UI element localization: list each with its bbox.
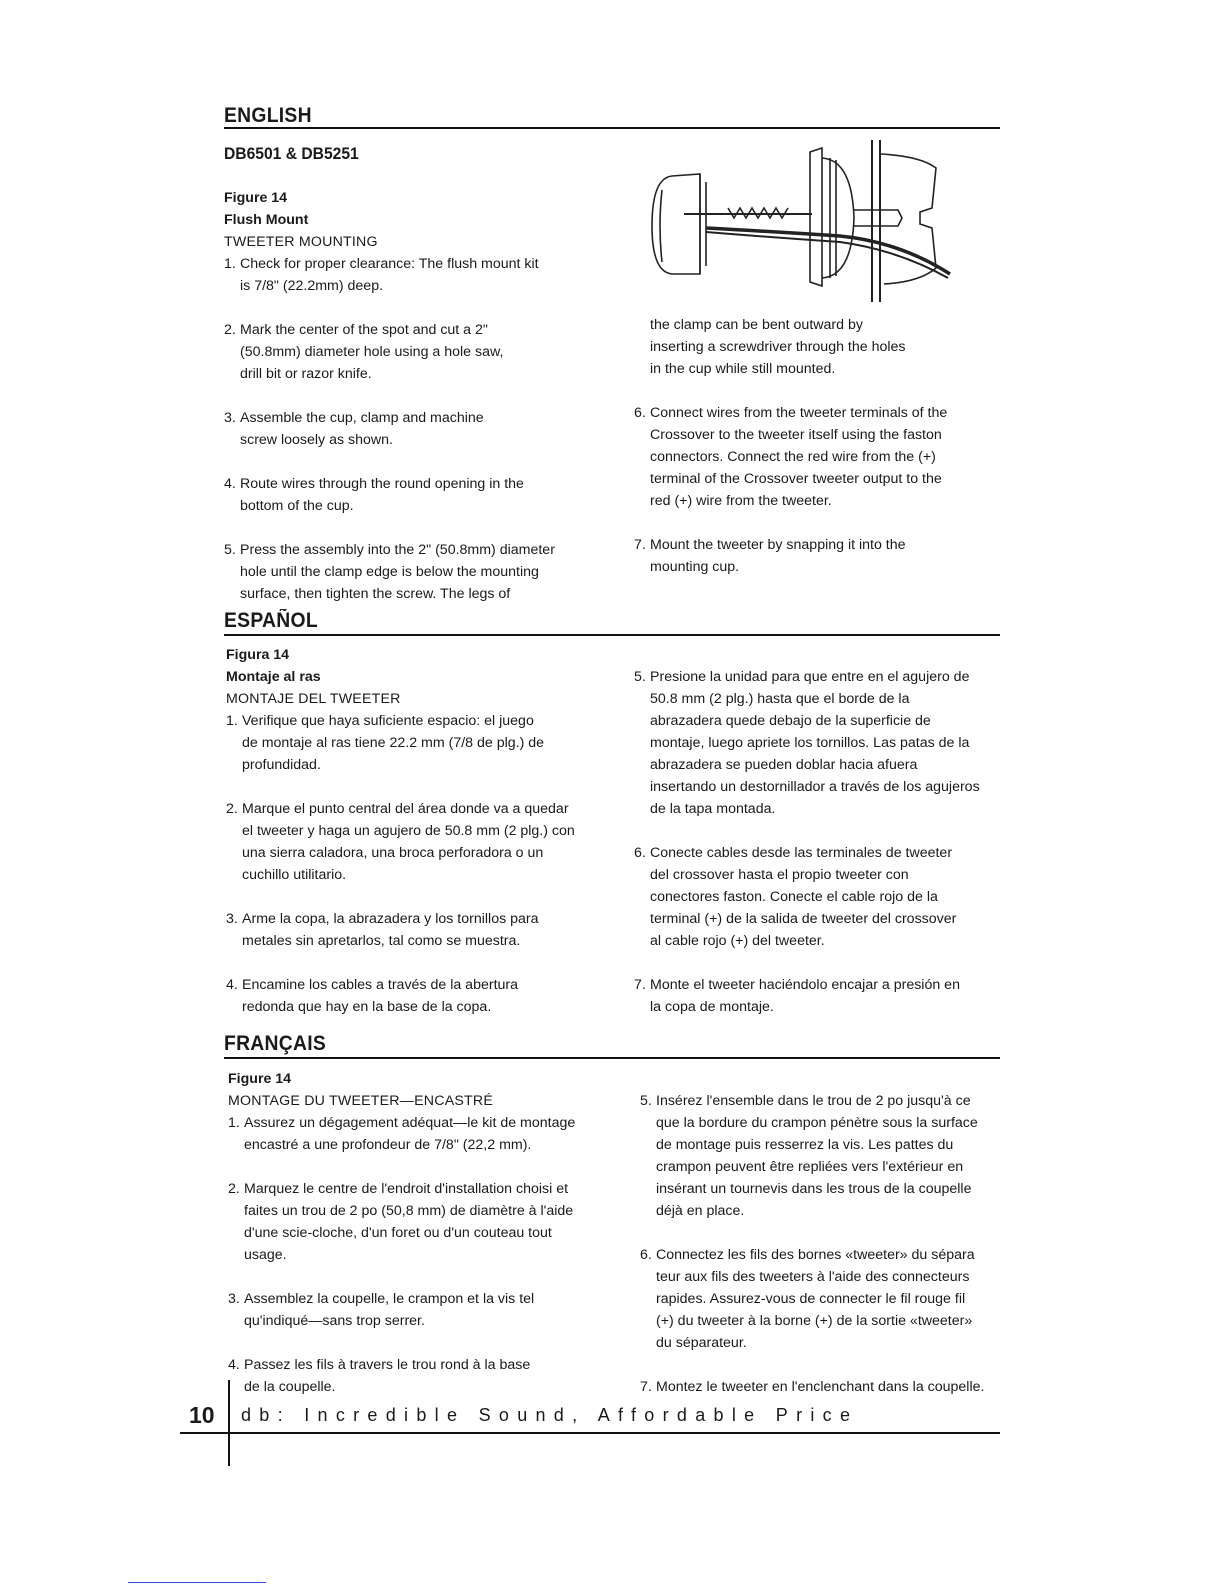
tweeter-dome-icon — [652, 174, 700, 274]
section-rule-francais — [224, 1057, 1000, 1059]
footer-vertical-rule — [228, 1380, 230, 1466]
list-item: 3. Assemble the cup, clamp and machine screw loosely as shown. — [224, 410, 484, 448]
list-item: 7. Monte el tweeter haciéndolo encajar a presión en la copa de montaje. — [634, 977, 960, 1015]
section-heading: TWEETER MOUNTING — [224, 234, 378, 250]
mount-label: Flush Mount — [224, 212, 309, 228]
section-heading: MONTAGE DU TWEETER—ENCASTRÉ — [228, 1093, 493, 1109]
section-heading: MONTAJE DEL TWEETER — [226, 691, 401, 707]
francais-right-column — [640, 1090, 985, 1398]
english-right-column — [634, 314, 980, 578]
list-item: 2. Mark the center of the spot and cut a 2" (50.8mm) diameter hole using a hole saw, drill bit or razor knife. — [224, 322, 504, 382]
list-item: 5. Presione la unidad para que entre en el agujero de 50.8 mm (2 plg.) hasta que el borde de la abrazadera quede debajo de la superficie de montaje, luego apriete los tornillos. Las patas de la abrazadera se pueden doblar hacia afuera insertando un destornillador a través de los agujeros de la tapa montada. — [634, 669, 980, 817]
list-item: 1. Verifique que haya suficiente espacio: el juego de montaje al ras tiene 22.2 mm (7/8 de plg.) de profundidad. — [226, 713, 545, 773]
francais-left-column — [228, 1068, 598, 1398]
list-item: 4. Encamine los cables a través de la abertura redonda que hay en la base de la copa. — [226, 977, 519, 1015]
mount-label: Montaje al ras — [226, 669, 321, 685]
list-item: 2. Marquez le centre de l'endroit d'installation choisi et faites un trou de 2 po (50,8 mm) de diamètre à l'aide d'une scie-cloche, d'un foret ou d'un couteau tout usage. — [228, 1181, 574, 1263]
section-title-english: ENGLISH — [224, 104, 312, 127]
section-title-espanol: ESPAÑOL — [224, 609, 318, 632]
english-left-column — [224, 187, 594, 605]
list-item: 2. Marque el punto central del área donde va a quedar el tweeter y haga un agujero de 50.8 mm (2 plg.) con una sierra caladora, una broca perforadora o un cuchillo utilitario. — [226, 801, 575, 883]
tweeter-mounting-diagram — [640, 138, 960, 306]
list-item: 6. Connectez les fils des bornes «tweeter» du sépara teur aux fils des tweeters à l'aide des connecteurs rapides. Assurez-vous de connecter le fil rouge fil (+) du tweeter à la borne (+) de la sortie «tweeter» du séparateur. — [640, 1247, 975, 1351]
page-number: 10 — [189, 1402, 215, 1428]
section-rule-espanol — [224, 634, 1000, 636]
footer-rule — [180, 1432, 1000, 1434]
figure-label: Figura 14 — [226, 647, 290, 663]
figure-label: Figure 14 — [228, 1071, 292, 1087]
continuation-text: the clamp can be bent outward by inserting a screwdriver through the holes in the cup while still mounted. — [650, 317, 906, 377]
list-item: 6. Connect wires from the tweeter terminals of the Crossover to the tweeter itself using the faston connectors. Connect the red wire from the (+) terminal of the Crossover tweeter output to the red (+) wire from the tweeter. — [634, 405, 948, 509]
list-item: 6. Conecte cables desde las terminales de tweeter del crossover hasta el propio tweeter con conectores faston. Conecte el cable rojo de la terminal (+) de la salida de tweeter del crossover al cable rojo (+) del tweeter. — [634, 845, 957, 949]
product-model: DB6501 & DB5251 — [224, 144, 359, 163]
footer-tagline: db: Incredible Sound, Affordable Price — [241, 1405, 859, 1425]
list-item: 1. Check for proper clearance: The flush mount kit is 7/8" (22.2mm) deep. — [224, 256, 539, 294]
list-item: 3. Arme la copa, la abrazadera y los tornillos para metales sin apretarlos, tal como se muestra. — [226, 911, 539, 949]
list-item: 7. Montez le tweeter en l'enclenchant dans la coupelle. — [640, 1379, 985, 1395]
list-item: 4. Route wires through the round opening in the bottom of the cup. — [224, 476, 524, 514]
list-item: 5. Press the assembly into the 2" (50.8mm) diameter hole until the clamp edge is below the mounting surface, then tighten the screw. The legs of — [224, 542, 555, 602]
section-title-francais: FRANÇAIS — [224, 1032, 327, 1055]
figure-label: Figure 14 — [224, 190, 288, 206]
list-item: 5. Insérez l'ensemble dans le trou de 2 po jusqu'à ce que la bordure du crampon pénètre sous la surface de montage puis resserrez la vis. Les pattes du crampon peuvent être repliées vers l'extérieur en insérant un tournevis dans les trous de la coupelle déjà en place. — [640, 1093, 978, 1219]
list-item: 3. Assemblez la coupelle, le crampon et la vis tel qu'indiqué—sans trop serrer. — [228, 1291, 535, 1329]
list-item: 7. Mount the tweeter by snapping it into the mounting cup. — [634, 537, 906, 575]
page-edge-mark — [128, 1582, 266, 1583]
section-rule-english — [224, 127, 1000, 129]
list-item: 1. Assurez un dégagement adéquat—le kit de montage encastré a une profondeur de 7/8" (22,2 mm). — [228, 1115, 576, 1153]
espanol-right-column — [634, 666, 980, 1018]
list-item: 4. Passez les fils à travers le trou rond à la base de la coupelle. — [228, 1357, 531, 1395]
espanol-left-column — [226, 644, 596, 1018]
